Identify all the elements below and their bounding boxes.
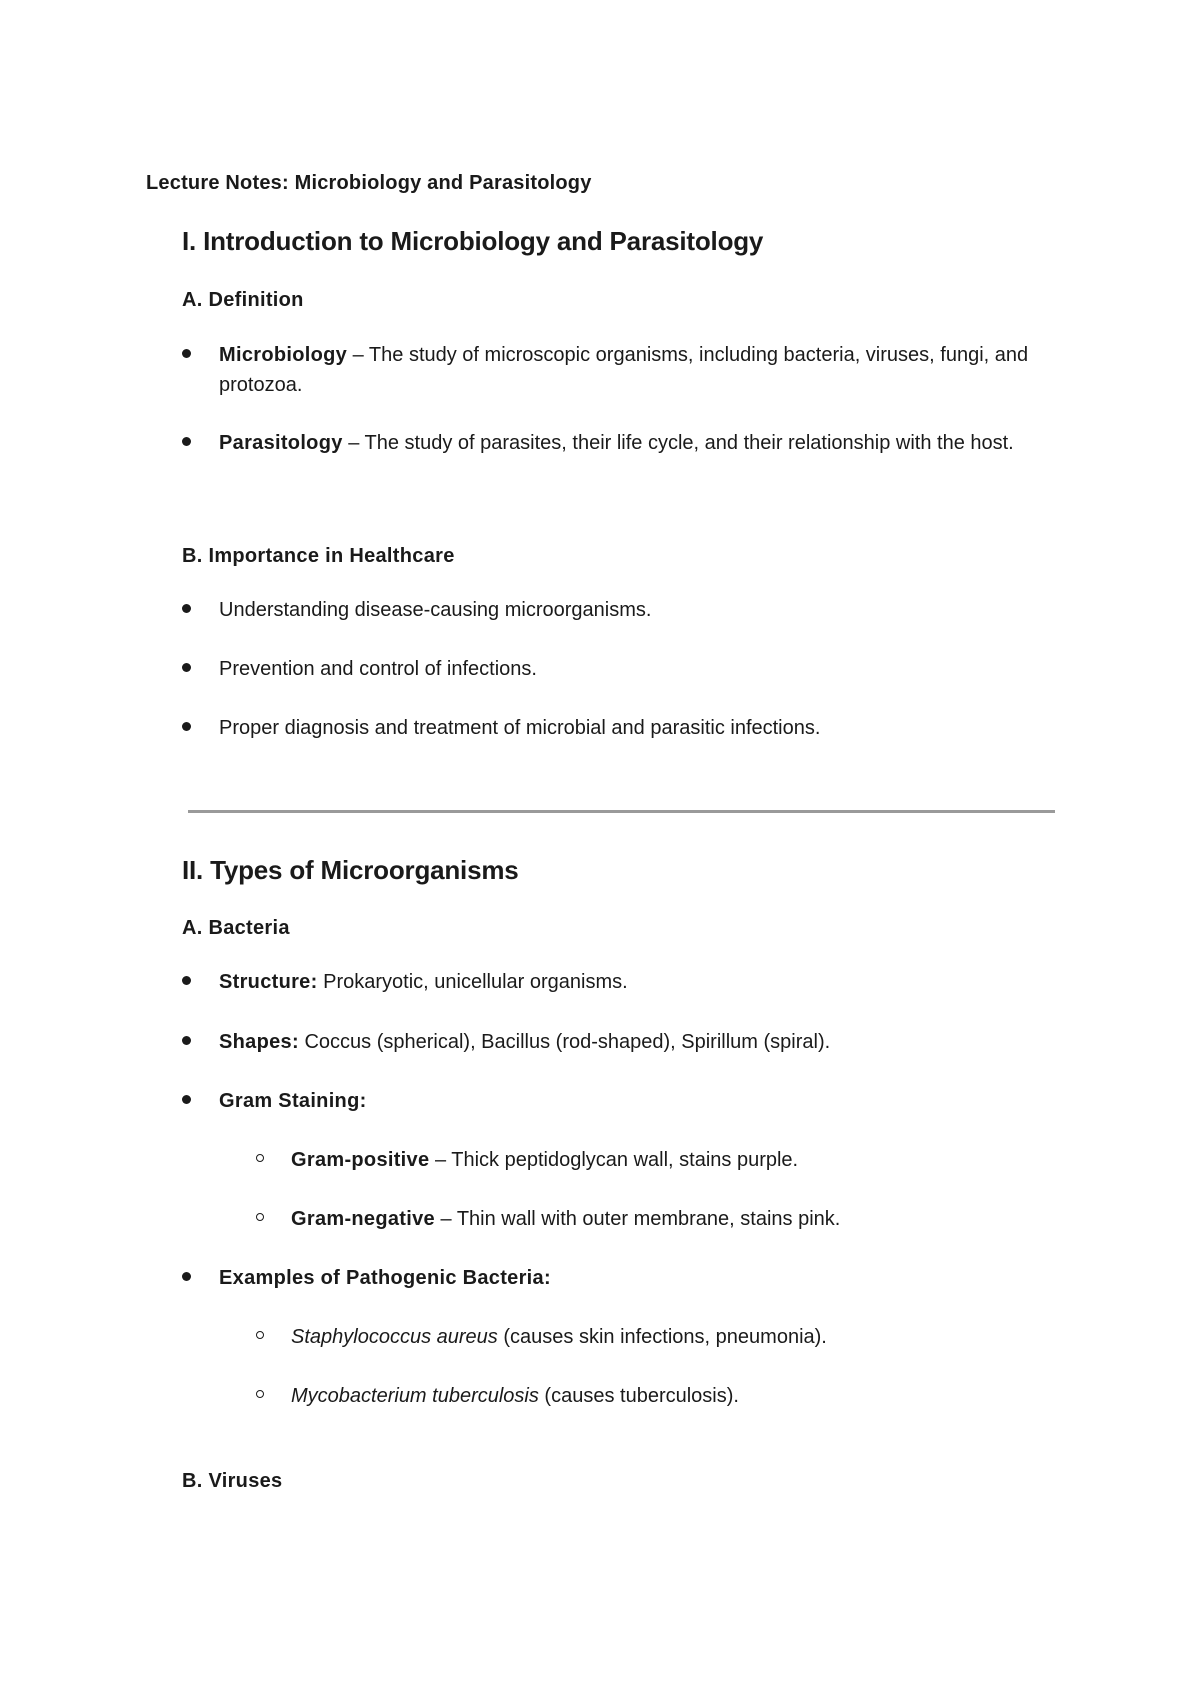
sublist-item-gram-negative	[256, 1204, 1056, 1234]
list-item-structure	[182, 967, 1062, 997]
hollow-bullet-icon	[256, 1213, 264, 1221]
term-label: Parasitology	[219, 432, 343, 454]
subheading-viruses: B. Viruses	[182, 1470, 283, 1492]
list-item-parasitology	[182, 428, 1062, 458]
term-description: – The study of microscopic organisms, including bacteria, viruses, fungi, and protozoa.	[219, 344, 1029, 396]
bullet-icon	[182, 349, 191, 358]
term-description: – The study of parasites, their life cycle, and their relationship with the host.	[342, 432, 1014, 454]
list-item-shapes	[182, 1027, 1062, 1057]
species-description: (causes tuberculosis).	[538, 1385, 739, 1407]
species-description: (causes skin infections, pneumonia).	[497, 1326, 827, 1348]
section-heading-types: II. Types of Microorganisms	[182, 855, 519, 885]
term-description: – Thick peptidoglycan wall, stains purple.	[429, 1149, 799, 1171]
list-item-examples	[182, 1263, 1062, 1293]
subheading-importance: B. Importance in Healthcare	[182, 545, 455, 567]
bullet-icon	[182, 976, 191, 985]
term-label: Structure:	[219, 971, 318, 993]
list-item-microbiology	[182, 340, 1062, 400]
bullet-icon	[182, 437, 191, 446]
subheading-bacteria: A. Bacteria	[182, 917, 290, 939]
list-item	[182, 654, 1062, 684]
term-description: Coccus (spherical), Bacillus (rod-shaped), Spirillum (spiral).	[298, 1031, 831, 1053]
bullet-icon	[182, 1095, 191, 1104]
hollow-bullet-icon	[256, 1331, 264, 1339]
term-label: Shapes:	[219, 1031, 299, 1053]
list-item	[182, 595, 1062, 625]
species-name: Mycobacterium tuberculosis	[291, 1385, 539, 1407]
term-description: Prokaryotic, unicellular organisms.	[317, 971, 628, 993]
document-title: Lecture Notes: Microbiology and Parasitology	[146, 172, 592, 194]
term-description: – Thin wall with outer membrane, stains pink.	[434, 1208, 841, 1230]
bullet-icon	[182, 722, 191, 731]
subheading-definition: A. Definition	[182, 289, 304, 311]
term-label: Gram-positive	[291, 1149, 430, 1171]
term-label: Examples of Pathogenic Bacteria:	[219, 1267, 551, 1289]
list-item	[182, 713, 1062, 743]
section-heading-introduction: I. Introduction to Microbiology and Parasitology	[182, 226, 764, 256]
list-item-gram-staining	[182, 1086, 1062, 1116]
term-label: Microbiology	[219, 344, 348, 366]
bullet-icon	[182, 604, 191, 613]
list-item-text: Proper diagnosis and treatment of microbial and parasitic infections.	[219, 717, 821, 739]
term-label: Gram Staining:	[219, 1090, 367, 1112]
horizontal-divider	[188, 810, 1055, 813]
species-name: Staphylococcus aureus	[291, 1326, 498, 1348]
sublist-item-gram-positive	[256, 1145, 1056, 1175]
bullet-icon	[182, 1272, 191, 1281]
bullet-icon	[182, 663, 191, 672]
sublist-item-mycobacterium	[256, 1381, 1056, 1411]
hollow-bullet-icon	[256, 1154, 264, 1162]
bullet-icon	[182, 1036, 191, 1045]
list-item-text: Prevention and control of infections.	[219, 658, 537, 680]
term-label: Gram-negative	[291, 1208, 435, 1230]
sublist-item-staphylococcus	[256, 1322, 1056, 1352]
hollow-bullet-icon	[256, 1390, 264, 1398]
list-item-text: Understanding disease-causing microorganisms.	[219, 599, 652, 621]
